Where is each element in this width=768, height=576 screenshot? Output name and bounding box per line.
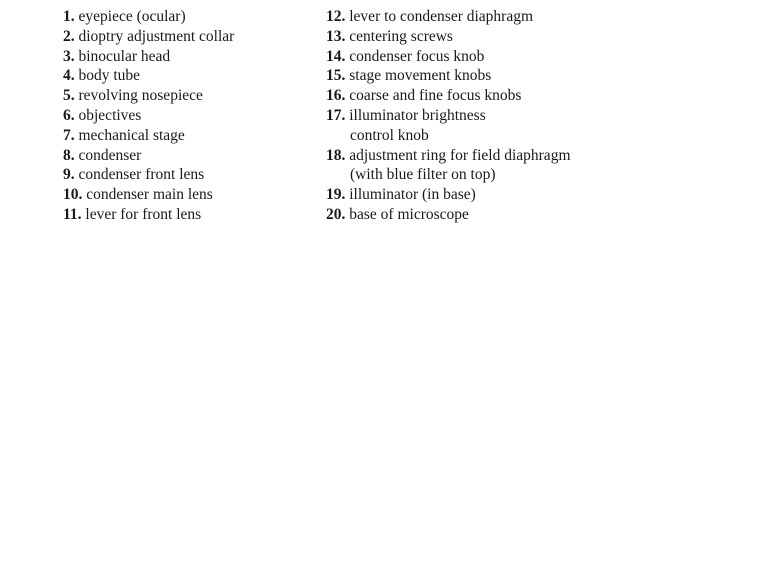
item-label: lever to condenser diaphragm xyxy=(349,8,534,25)
item-number: 14. xyxy=(326,47,346,65)
legend-item xyxy=(63,205,303,225)
legend-item xyxy=(326,205,626,225)
legend-item xyxy=(326,66,626,86)
legend-item xyxy=(63,27,303,47)
item-number: 3. xyxy=(63,47,75,65)
item-label: lever for front lens xyxy=(85,205,202,223)
item-number: 8. xyxy=(63,146,75,164)
legend-item xyxy=(326,185,626,205)
item-label: illuminator brightness xyxy=(349,106,486,124)
item-number: 10. xyxy=(63,186,83,204)
item-number: 12. xyxy=(326,8,346,25)
item-label: dioptry adjustment collar xyxy=(78,27,235,45)
item-label: eyepiece (ocular) xyxy=(78,8,186,25)
legend-item xyxy=(63,146,303,166)
item-label: stage movement knobs xyxy=(349,67,492,85)
item-number: 6. xyxy=(63,106,75,124)
item-label: adjustment ring for field diaphragm xyxy=(349,146,571,164)
item-number: 1. xyxy=(63,8,75,25)
item-label: objectives xyxy=(78,106,142,124)
item-number: 13. xyxy=(326,27,346,45)
item-label: binocular head xyxy=(78,47,171,65)
legend-item xyxy=(326,7,626,27)
item-label: mechanical stage xyxy=(78,126,185,144)
item-number: 20. xyxy=(326,205,346,223)
legend-item xyxy=(63,185,303,205)
legend-item xyxy=(326,106,626,146)
item-label: illuminator (in base) xyxy=(349,186,476,204)
item-number: 2. xyxy=(63,27,75,45)
legend-item xyxy=(63,86,303,106)
item-label: coarse and fine focus knobs xyxy=(349,87,522,105)
legend-item xyxy=(326,27,626,47)
item-label-continuation: control knob xyxy=(350,126,429,144)
item-label: condenser main lens xyxy=(86,186,213,204)
item-number: 19. xyxy=(326,186,346,204)
item-number: 9. xyxy=(63,166,75,184)
legend-item xyxy=(63,66,303,86)
item-label: condenser xyxy=(78,146,142,164)
item-label: condenser front lens xyxy=(78,166,205,184)
legend-item xyxy=(326,86,626,106)
item-number: 4. xyxy=(63,67,75,85)
item-number: 17. xyxy=(326,106,346,124)
item-number: 5. xyxy=(63,87,75,105)
item-number: 11. xyxy=(63,205,82,223)
item-label: body tube xyxy=(78,67,141,85)
legend-item xyxy=(63,7,303,27)
legend-item xyxy=(63,165,303,185)
legend-item xyxy=(326,47,626,67)
item-label: centering screws xyxy=(349,27,453,45)
item-label: revolving nosepiece xyxy=(78,87,203,105)
legend-right-column xyxy=(326,7,626,225)
legend-item xyxy=(63,106,303,126)
item-label: base of microscope xyxy=(349,205,469,223)
item-label: condenser focus knob xyxy=(349,47,485,65)
item-number: 15. xyxy=(326,67,346,85)
item-number: 18. xyxy=(326,146,346,164)
legend-item xyxy=(63,126,303,146)
item-number: 16. xyxy=(326,87,346,105)
item-label-continuation: (with blue filter on top) xyxy=(350,166,496,184)
legend-item xyxy=(63,47,303,67)
legend-left-column xyxy=(63,7,303,225)
legend-item xyxy=(326,146,626,186)
item-number: 7. xyxy=(63,126,75,144)
